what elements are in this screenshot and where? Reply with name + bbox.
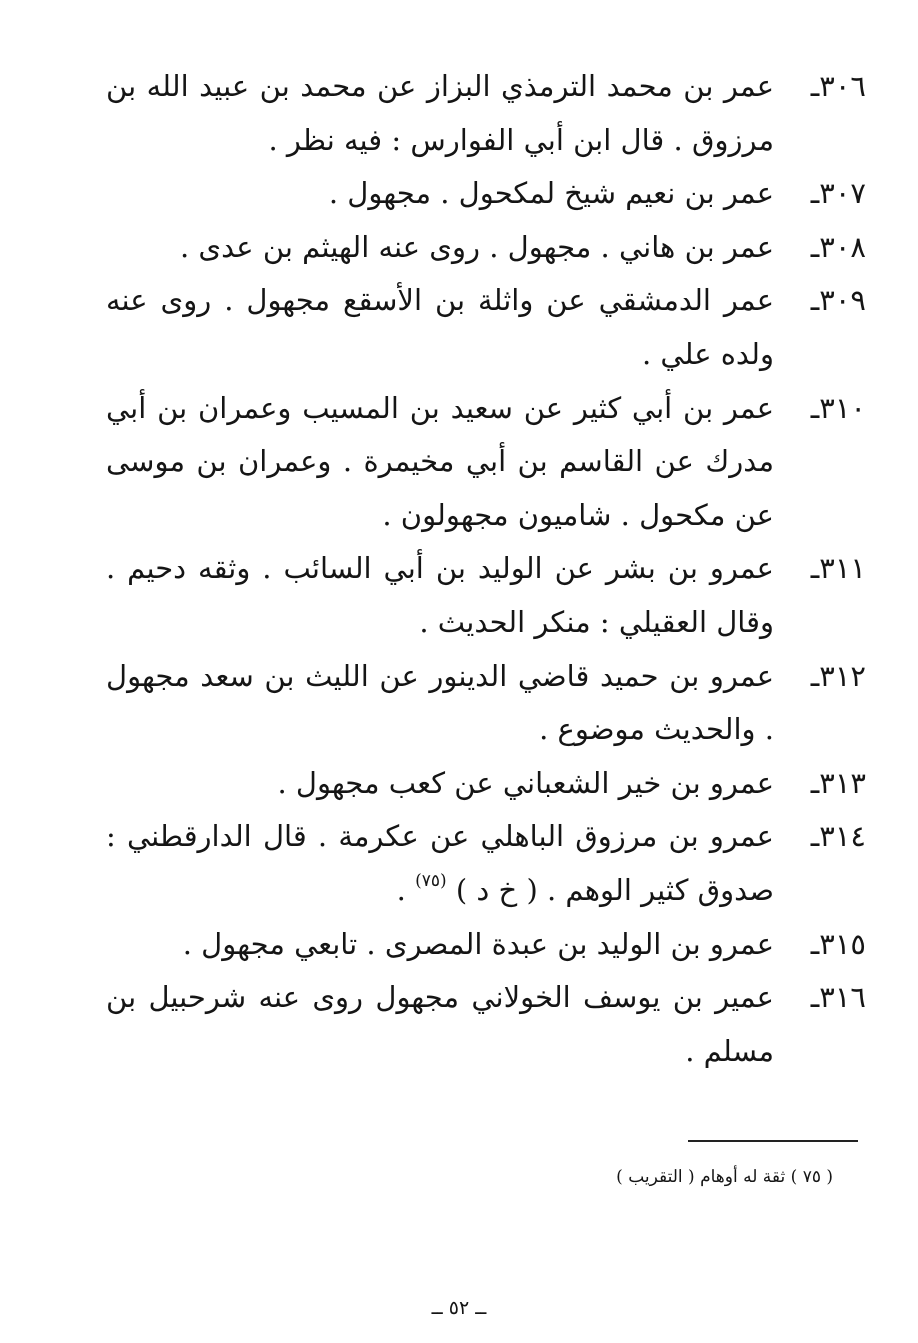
entry-text: عمرو بن خير الشعباني عن كعب مجهول . [277,765,774,800]
entry-number: ٣٠٩ـ [810,283,866,318]
entry-text-wrapper [106,810,774,917]
entry-number: ٣٠٨ـ [810,229,866,264]
entry-315 [106,918,866,972]
entry-text: عمر بن هاني . مجهول . روى عنه الهيثم بن عدى . [179,229,774,264]
page-number: ــ ٥٢ ــ [431,1297,487,1319]
entry-311 [106,542,866,649]
entry-308 [106,221,866,275]
footnote-divider [688,1140,858,1142]
entry-text-tail: . [396,872,416,907]
entry-text: عمر بن أبي كثير عن سعيد بن المسيب وعمران بن أبي مدرك عن القاسم بن أبي مخيمرة . وعمران بن موسى عن مكحول . شاميون مجهولون . [106,390,774,532]
entry-text: عمير بن يوسف الخولاني مجهول روى عنه شرحبيل بن مسلم . [106,980,774,1068]
footnote: ( ٧٥ ) ثقة له أوهام ( التقريب ) [616,1167,833,1187]
entry-text: عمرو بن بشر عن الوليد بن أبي السائب . وثقه دحيم . وقال العقيلي : منكر الحديث . [106,551,774,639]
entry-309 [106,274,866,381]
entry-312 [106,650,866,757]
entry-text: عمرو بن الوليد بن عبدة المصرى . تابعي مجهول . [182,926,774,961]
entry-number: ٣١٠ـ [810,390,866,425]
entry-number: ٣١٣ـ [810,765,866,800]
entry-text: عمرو بن حميد قاضي الدينور عن الليث بن سعد مجهول . والحديث موضوع . [106,658,774,747]
entry-list [106,60,866,1078]
entry-number: ٣٠٦ـ [810,69,866,103]
entry-number: ٣١٦ـ [810,980,866,1015]
entry-number: ٣١٥ـ [810,926,866,961]
entry-306 [106,60,866,167]
entry-number: ٣٠٧ـ [810,176,866,211]
entry-307 [106,167,866,221]
entry-314 [106,810,866,917]
footnote-reference[interactable]: (٧٥) [415,870,447,891]
entry-number: ٣١٢ـ [810,658,866,693]
entry-313 [106,757,866,811]
entry-310 [106,382,866,543]
entry-text: عمر الدمشقي عن واثلة بن الأسقع مجهول . روى عنه ولده علي . [106,283,774,371]
entry-number: ٣١١ـ [810,551,866,586]
entry-316 [106,971,866,1078]
entry-text: عمر بن نعيم شيخ لمكحول . مجهول . [328,176,774,211]
entry-text: عمر بن محمد الترمذي البزاز عن محمد بن عبيد الله بن مرزوق . قال ابن أبي الفوارس : فيه نظر . [106,69,774,157]
entry-number: ٣١٤ـ [810,819,866,854]
entry-text: عمرو بن مرزوق الباهلي عن عكرمة . قال الدارقطني : صدوق كثير الوهم . ( خ د ) [106,819,774,907]
